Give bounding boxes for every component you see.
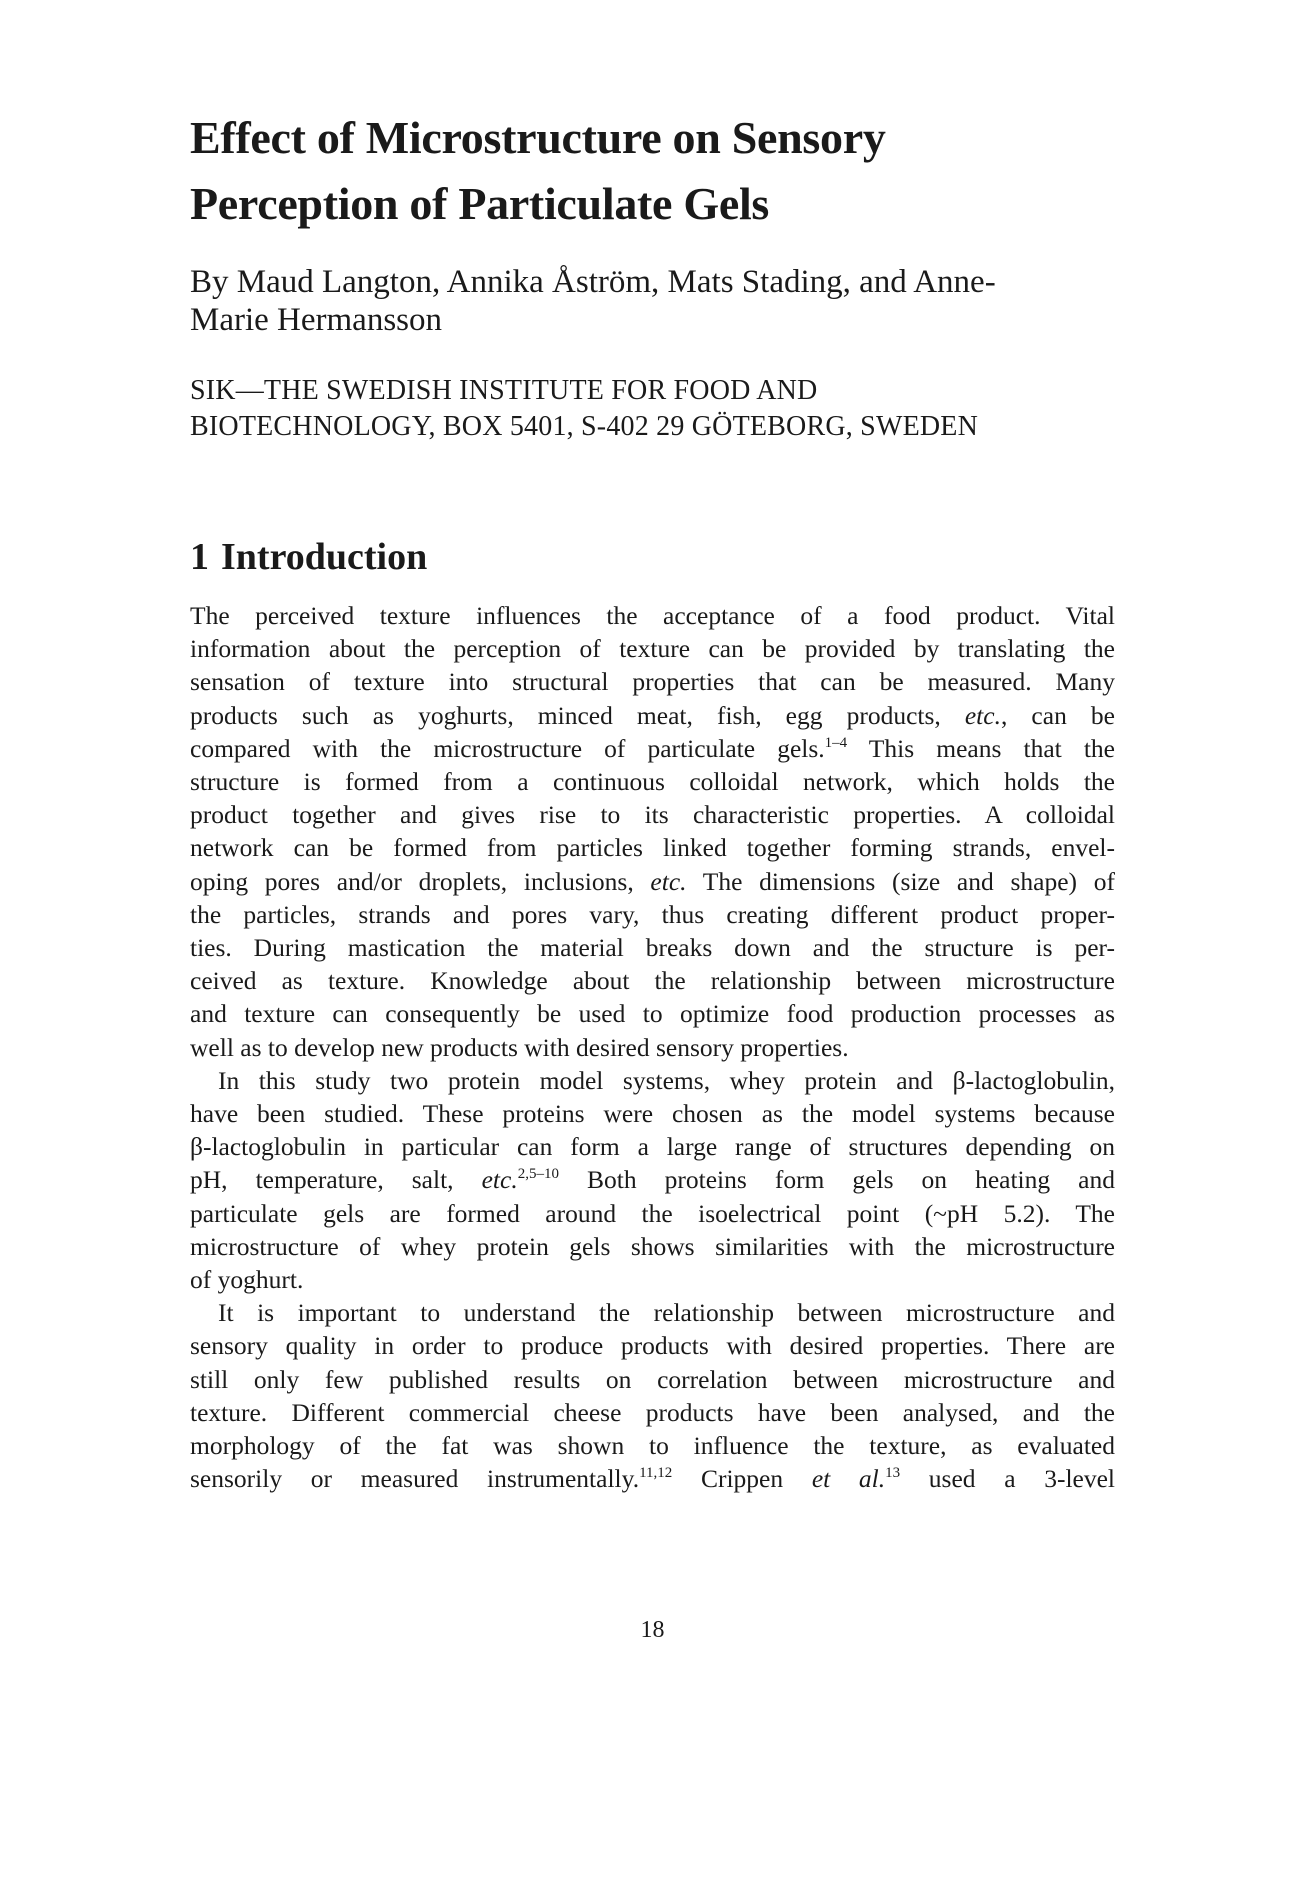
text-run: oping pores and/or droplets, inclusions, (190, 866, 651, 896)
text-line: It is important to understand the relationship between microstructure and (218, 1298, 1115, 1328)
italic-abbrev: etc. (964, 700, 1001, 730)
text-run: Both proteins form gels on heating and (558, 1165, 1116, 1195)
text-run: Crippen (672, 1464, 812, 1494)
text-line: The perceived texture influences the acceptance of a food product. Vital (190, 601, 1115, 630)
body-text (190, 599, 1115, 1495)
text-line: well as to develop new products with desired sensory properties. (190, 1032, 849, 1062)
text-run: The dimensions (size and shape) of (686, 866, 1115, 896)
text-line: sensation of texture into structural properties that can be measured. Many (190, 667, 1115, 697)
text-line: β-lactoglobulin in particular can form a large range of structures depending on (190, 1132, 1115, 1162)
text-line: sensory quality in order to produce products with desired properties. There are (190, 1331, 1115, 1361)
title-line: Effect of Microstructure on Sensory (190, 112, 886, 163)
citation-superscript: 13 (885, 1465, 901, 1482)
author-line: Marie Hermansson (190, 302, 443, 338)
text-run: used a 3-level (900, 1464, 1115, 1494)
text-line: and texture can consequently be used to optimize food production processes as (190, 999, 1115, 1029)
text-line: particulate gels are formed around the isoelectrical point (~pH 5.2). The (190, 1198, 1115, 1228)
section-number: 1 (190, 536, 209, 578)
text-run: , can be (1000, 700, 1115, 730)
text-line: ties. During mastication the material breaks down and the structure is per- (190, 933, 1115, 963)
text-line: still only few published results on correlation between microstructure and (190, 1364, 1115, 1394)
text-line: texture. Different commercial cheese products have been analysed, and the (190, 1397, 1115, 1427)
italic-abbrev: et al. (811, 1464, 886, 1494)
affiliation (190, 373, 1115, 445)
paper-title (190, 105, 1115, 237)
affiliation-line: BIOTECHNOLOGY, BOX 5401, S-402 29 GÖTEBORG, SWEDEN (190, 411, 979, 442)
italic-abbrev: etc. (650, 866, 687, 896)
text-line: morphology of the fat was shown to influence the texture, as evaluated (190, 1431, 1115, 1461)
text-line: the particles, strands and pores vary, thus creating different product proper- (190, 899, 1115, 929)
text-line: In this study two protein model systems, whey protein and β-lactoglobulin, (218, 1065, 1115, 1095)
title-line: Perception of Particulate Gels (190, 178, 770, 229)
text-run: sensorily or measured instrumentally. (190, 1464, 640, 1494)
affiliation-line: SIK—THE SWEDISH INSTITUTE FOR FOOD AND (190, 375, 818, 406)
text-line: information about the perception of texture can be provided by translating the (190, 634, 1115, 664)
text-line (190, 732, 1115, 765)
text-line: of yoghurt. (190, 1265, 304, 1295)
text-run: compared with the microstructure of particulate gels. (190, 733, 825, 763)
text-line: microstructure of whey protein gels shows similarities with the microstructure (190, 1231, 1115, 1261)
text-line (190, 865, 1115, 898)
section-title: Introduction (221, 536, 428, 578)
author-line: By Maud Langton, Annika Åström, Mats Stading, and Anne- (190, 264, 996, 300)
page-content (190, 105, 1116, 1643)
section-heading (190, 535, 1115, 579)
text-line: ceived as texture. Knowledge about the relationship between microstructure (190, 966, 1115, 996)
author-list (190, 263, 1115, 339)
page-number: 18 (640, 1617, 665, 1643)
citation-superscript: 1–4 (824, 734, 848, 751)
text-line (190, 699, 1115, 732)
text-run: products such as yoghurts, minced meat, fish, egg products, (190, 700, 941, 730)
text-line (190, 1462, 1115, 1495)
citation-superscript: 11,12 (639, 1465, 673, 1482)
italic-abbrev: etc. (481, 1165, 518, 1195)
text-run: This means that the (847, 733, 1115, 763)
text-line: network can be formed from particles linked together forming strands, envel- (190, 833, 1115, 863)
text-line (190, 1163, 1115, 1196)
text-line: structure is formed from a continuous colloidal network, which holds the (190, 767, 1115, 797)
text-line: have been studied. These proteins were chosen as the model systems because (190, 1099, 1115, 1129)
text-run: pH, temperature, salt, (190, 1165, 482, 1195)
text-line: product together and gives rise to its characteristic properties. A colloidal (190, 800, 1115, 830)
citation-superscript: 2,5–10 (517, 1166, 559, 1183)
